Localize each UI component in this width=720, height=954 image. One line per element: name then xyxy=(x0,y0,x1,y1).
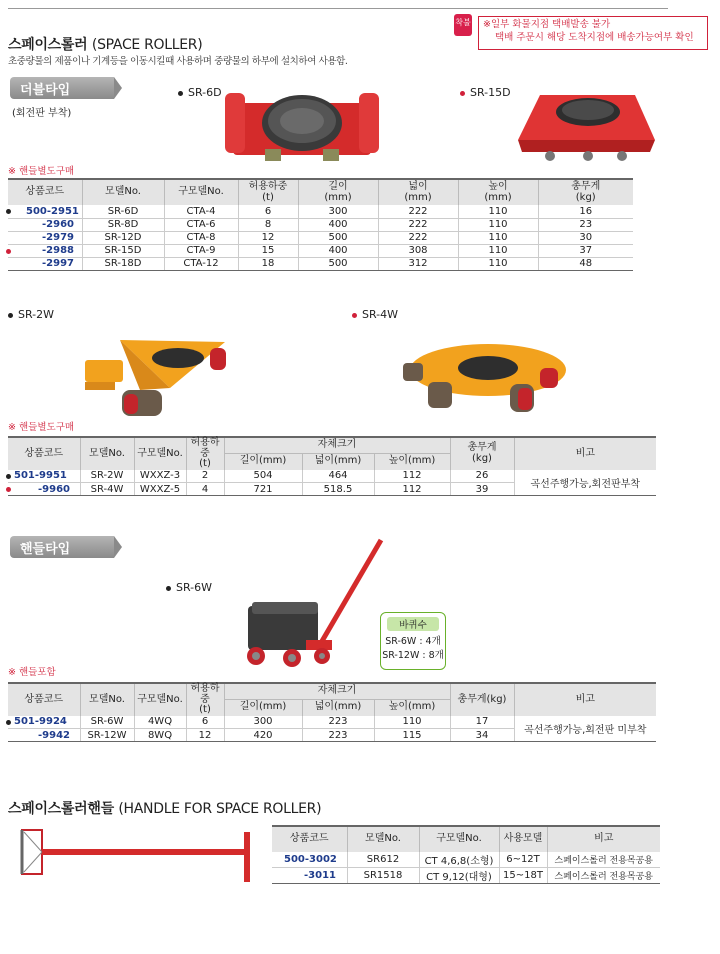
wheel-count-line-2: SR-12W : 8개 xyxy=(382,650,444,661)
table-row xyxy=(8,205,633,218)
cell-wid: 308 xyxy=(378,244,458,257)
model-label-sr6d: SR-6D xyxy=(178,86,222,99)
model-label-sr6w: SR-6W xyxy=(166,581,212,594)
th-old-model: 구모델No. xyxy=(164,179,238,205)
double-type-table xyxy=(8,178,633,271)
cell-model: SR-15D xyxy=(82,244,164,257)
row-load: 12 xyxy=(186,729,224,742)
row-old-model: WXXZ-3 xyxy=(134,470,186,483)
row-height: 112 xyxy=(374,483,450,496)
handle-table xyxy=(272,825,660,884)
bullet-icon xyxy=(6,474,11,479)
cell-hei: 110 xyxy=(458,231,538,244)
w-note: ※ 핸들별도구매 xyxy=(8,422,75,433)
th-code: 상품코드 xyxy=(272,826,347,852)
row-remark: 곡선주행가능,회전판부착 xyxy=(514,470,656,496)
th-model: 모델No. xyxy=(347,826,419,852)
handle-product-image xyxy=(12,826,257,882)
cell-hei: 110 xyxy=(458,218,538,231)
row-load: 2 xyxy=(186,470,224,483)
row-weight: 34 xyxy=(450,729,514,742)
handle-section-title: 스페이스롤러핸들 (HANDLE FOR SPACE ROLLER) xyxy=(8,801,322,817)
sr2w-product-image xyxy=(80,330,235,420)
cell-code: 500-2951 xyxy=(8,205,82,218)
wheel-count-line-1: SR-6W : 4개 xyxy=(385,636,441,647)
sr15d-product-image xyxy=(510,90,660,165)
cell-len: 300 xyxy=(298,205,378,218)
th-weight: 총무게(kg) xyxy=(450,683,514,716)
cell-wt: 30 xyxy=(538,231,633,244)
th-old-model: 구모델No. xyxy=(419,826,499,852)
row-old-model: WXXZ-5 xyxy=(134,483,186,496)
th-code: 상품코드 xyxy=(8,683,80,716)
cell-old: CTA-9 xyxy=(164,244,238,257)
row-height: 112 xyxy=(374,470,450,483)
row-code: 501-9951 xyxy=(8,470,80,483)
cell-load: 6 xyxy=(238,205,298,218)
row-width: 464 xyxy=(302,470,374,483)
bullet-icon xyxy=(6,249,11,254)
th-weight: 총무게 (kg) xyxy=(538,179,633,205)
top-rule xyxy=(8,8,668,9)
cell-hei: 110 xyxy=(458,205,538,218)
model-label-sr4w: SR-4W xyxy=(352,308,398,321)
model-label-sr15d: SR-15D xyxy=(460,86,511,99)
notice-line-2: 택배 주문시 해당 도착지점에 배송가능여부 확인 xyxy=(495,31,694,43)
bullet-icon xyxy=(6,720,11,725)
row-old-model: CT 4,6,8(소형) xyxy=(419,852,499,868)
bullet-icon xyxy=(6,209,11,214)
double-table-body xyxy=(8,205,633,270)
wheel-count-title: 바퀴수 xyxy=(387,617,439,631)
cell-wid: 222 xyxy=(378,218,458,231)
cell-wt: 23 xyxy=(538,218,633,231)
row-weight: 39 xyxy=(450,483,514,496)
th-weight: 총무게 (kg) xyxy=(450,437,514,470)
row-old-model: 8WQ xyxy=(134,729,186,742)
table-row xyxy=(8,244,633,257)
sr6w-product-image xyxy=(238,536,388,671)
cell-wt: 48 xyxy=(538,257,633,270)
bullet-icon xyxy=(178,91,183,96)
row-model: SR1518 xyxy=(347,868,419,884)
row-code: -9942 xyxy=(8,729,80,742)
th-model: 모델No. xyxy=(80,437,134,470)
cell-wid: 222 xyxy=(378,231,458,244)
row-width: 223 xyxy=(302,716,374,729)
th-load: 허용하중 (t) xyxy=(186,437,224,470)
table-row xyxy=(8,257,633,270)
row-load: 6 xyxy=(186,716,224,729)
row-width: 518.5 xyxy=(302,483,374,496)
th-size: 자체크기 xyxy=(224,683,450,699)
th-load: 허용하중 (t) xyxy=(186,683,224,716)
cell-old: CTA-8 xyxy=(164,231,238,244)
bullet-icon xyxy=(8,313,13,318)
row-height: 115 xyxy=(374,729,450,742)
handle-type-table xyxy=(8,682,656,742)
cell-code: -2988 xyxy=(8,244,82,257)
cod-tag: 착불 xyxy=(454,14,472,36)
th-model: 모델No. xyxy=(80,683,134,716)
page-description: 초중량물의 제품이나 기계등을 이동시킬때 사용하며 중량물의 하부에 설치하여 사용함. xyxy=(8,56,348,67)
row-code: 501-9924 xyxy=(8,716,80,729)
th-height: 높이(mm) xyxy=(374,699,450,715)
sr4w-product-image xyxy=(398,338,568,418)
row-model: SR612 xyxy=(347,852,419,868)
table-row xyxy=(8,231,633,244)
row-model: SR-6W xyxy=(80,716,134,729)
row-remark: 곡선주행가능,회전판 미부착 xyxy=(514,716,656,742)
row-model: SR-12W xyxy=(80,729,134,742)
bullet-icon xyxy=(6,487,11,492)
cell-wid: 312 xyxy=(378,257,458,270)
bullet-icon xyxy=(352,313,357,318)
th-height: 높이(mm) xyxy=(374,453,450,469)
wheel-count-box xyxy=(380,612,446,670)
th-remark: 비고 xyxy=(547,826,660,852)
cell-len: 500 xyxy=(298,257,378,270)
th-load: 허용하중 (t) xyxy=(238,179,298,205)
row-remark: 스페이스롤러 전용목공용 xyxy=(547,868,660,884)
row-code: -9960 xyxy=(8,483,80,496)
row-code: -3011 xyxy=(272,868,347,884)
cell-load: 15 xyxy=(238,244,298,257)
row-use-model: 6~12T xyxy=(499,852,547,868)
cell-hei: 110 xyxy=(458,244,538,257)
cell-load: 18 xyxy=(238,257,298,270)
th-model: 모델No. xyxy=(82,179,164,205)
th-height: 높이 (mm) xyxy=(458,179,538,205)
cell-wt: 37 xyxy=(538,244,633,257)
cell-model: SR-6D xyxy=(82,205,164,218)
th-use-model: 사용모델 xyxy=(499,826,547,852)
th-old-model: 구모델No. xyxy=(134,437,186,470)
th-width: 넓이 (mm) xyxy=(378,179,458,205)
row-width: 223 xyxy=(302,729,374,742)
cell-len: 400 xyxy=(298,244,378,257)
cell-load: 8 xyxy=(238,218,298,231)
cell-code: -2997 xyxy=(8,257,82,270)
row-length: 300 xyxy=(224,716,302,729)
section-tab-double: 더블타입 xyxy=(10,77,114,99)
th-old-model: 구모델No. xyxy=(134,683,186,716)
table-row xyxy=(8,218,633,231)
row-code: 500-3002 xyxy=(272,852,347,868)
notice-line-1: ※일부 화물지점 택배발송 불가 xyxy=(483,19,611,30)
th-length: 길이 (mm) xyxy=(298,179,378,205)
th-length: 길이(mm) xyxy=(224,453,302,469)
th-code: 상품코드 xyxy=(8,437,80,470)
cell-load: 12 xyxy=(238,231,298,244)
row-load: 4 xyxy=(186,483,224,496)
row-length: 721 xyxy=(224,483,302,496)
cell-len: 500 xyxy=(298,231,378,244)
th-size: 자체크기 xyxy=(224,437,450,453)
cell-wid: 222 xyxy=(378,205,458,218)
cell-model: SR-12D xyxy=(82,231,164,244)
page-title: 스페이스롤러 (SPACE ROLLER) xyxy=(8,37,203,53)
bullet-icon xyxy=(166,586,171,591)
row-length: 504 xyxy=(224,470,302,483)
bullet-icon xyxy=(460,91,465,96)
row-length: 420 xyxy=(224,729,302,742)
cell-wt: 16 xyxy=(538,205,633,218)
cell-old: CTA-4 xyxy=(164,205,238,218)
w-type-table xyxy=(8,436,656,496)
cell-old: CTA-12 xyxy=(164,257,238,270)
row-model: SR-4W xyxy=(80,483,134,496)
th-code: 상품코드 xyxy=(8,179,82,205)
double-subtitle: (회전판 부착) xyxy=(12,108,72,119)
model-label-sr2w: SR-2W xyxy=(8,308,54,321)
cell-len: 400 xyxy=(298,218,378,231)
row-weight: 17 xyxy=(450,716,514,729)
cell-model: SR-8D xyxy=(82,218,164,231)
row-model: SR-2W xyxy=(80,470,134,483)
sr6d-product-image xyxy=(225,85,380,165)
th-remark: 비고 xyxy=(514,683,656,716)
th-width: 넓이(mm) xyxy=(302,453,374,469)
section-tab-handle: 핸들타입 xyxy=(10,536,114,558)
row-old-model: CT 9,12(대형) xyxy=(419,868,499,884)
shipping-notice xyxy=(478,16,708,50)
cell-hei: 110 xyxy=(458,257,538,270)
th-length: 길이(mm) xyxy=(224,699,302,715)
cell-code: -2979 xyxy=(8,231,82,244)
row-use-model: 15~18T xyxy=(499,868,547,884)
row-height: 110 xyxy=(374,716,450,729)
cell-model: SR-18D xyxy=(82,257,164,270)
row-remark: 스페이스롤러 전용목공용 xyxy=(547,852,660,868)
cell-code: -2960 xyxy=(8,218,82,231)
th-remark: 비고 xyxy=(514,437,656,470)
cell-old: CTA-6 xyxy=(164,218,238,231)
double-note: ※ 핸들별도구매 xyxy=(8,166,75,177)
handle-note: ※ 핸들포함 xyxy=(8,667,56,678)
th-width: 넓이(mm) xyxy=(302,699,374,715)
row-old-model: 4WQ xyxy=(134,716,186,729)
row-weight: 26 xyxy=(450,470,514,483)
